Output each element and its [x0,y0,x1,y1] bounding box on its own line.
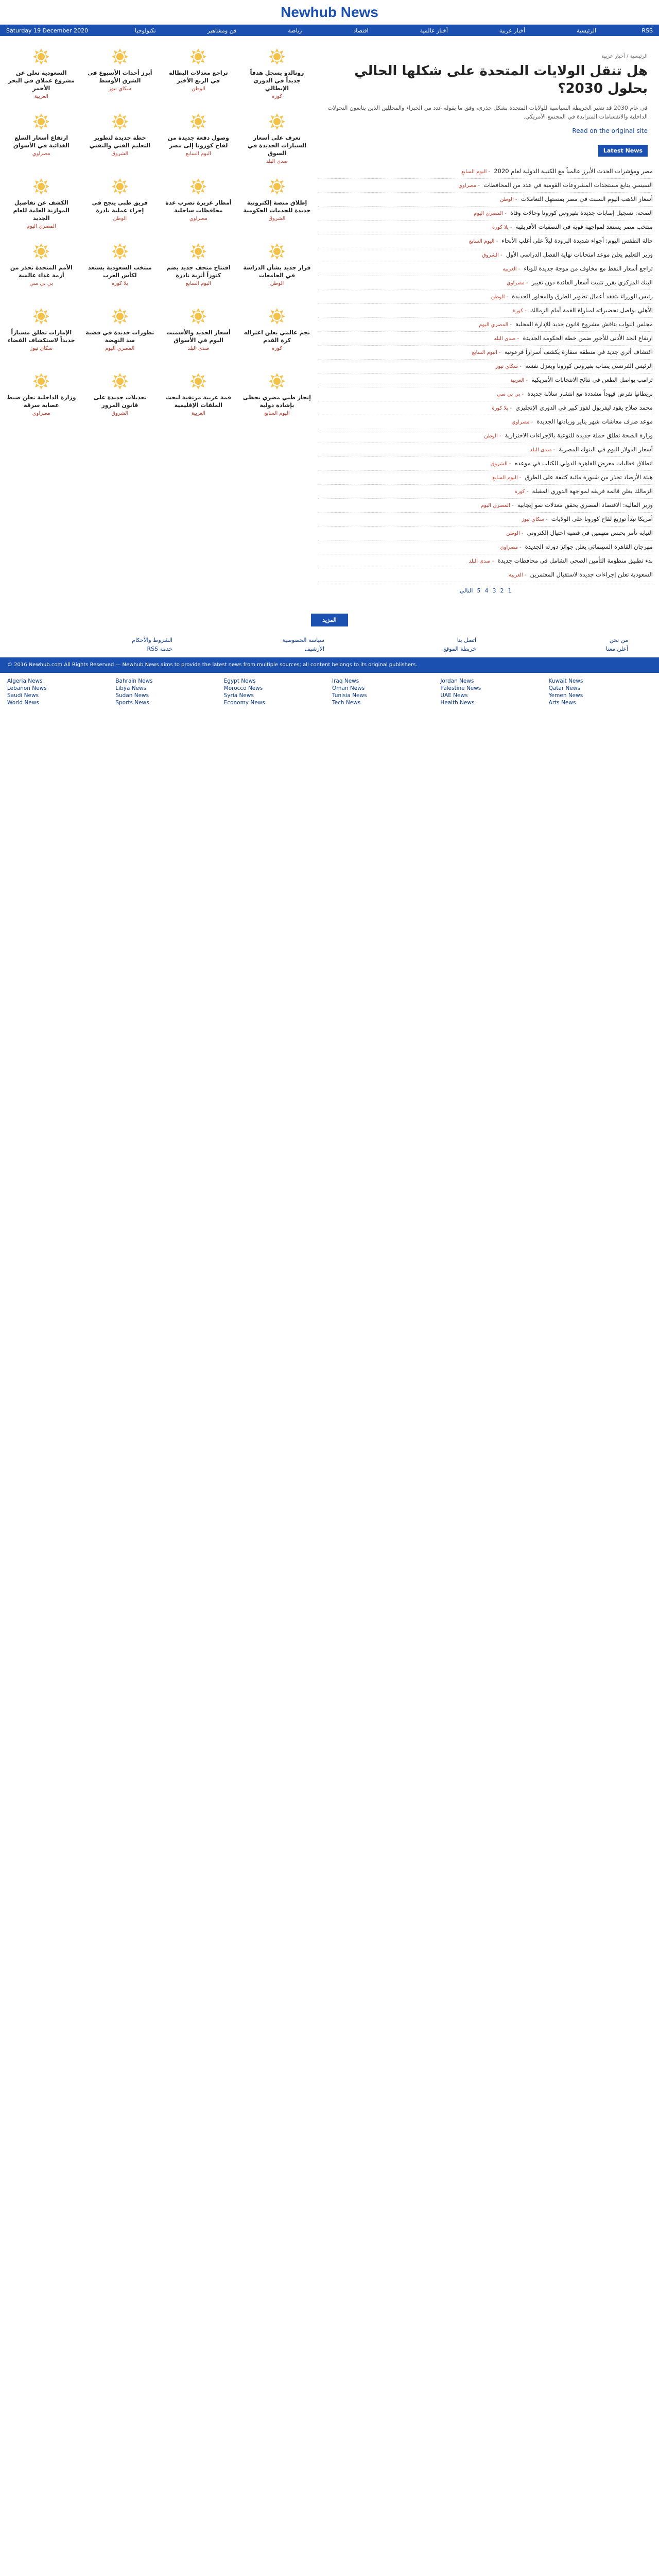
headline-text[interactable]: وزير التعليم يعلن موعد امتحانات نهاية الفصل الدراسي الأول [506,251,653,258]
news-card[interactable] [6,304,77,364]
country-link[interactable]: Lebanon News [7,685,47,691]
news-thumbnail-icon [189,307,207,326]
card-grid [6,41,312,432]
country-link[interactable]: Sports News [115,700,149,706]
news-card-title[interactable]: قرار جديد بشأن الدراسة في الجامعات [243,264,311,279]
country-link[interactable]: Yemen News [548,692,583,699]
headline-item[interactable] [318,485,653,499]
headline-text[interactable]: النيابة تأمر بحبس متهمين في قضية احتيال إلكتروني [527,529,653,536]
country-link[interactable]: Bahrain News [115,678,153,684]
page-link[interactable]: 1 [508,587,512,594]
headline-text[interactable]: اكتشاف أثري جديد في منطقة سقارة يكشف أسراراً فرعونية [504,348,653,355]
headline-text[interactable]: منتخب مصر يستعد لمواجهة قوية في التصفيات الأفريقية [515,223,653,230]
headline-source: - العربية [509,572,528,578]
nav-item[interactable]: أخبار عربية [499,27,526,34]
news-thumbnail-icon [268,242,286,261]
headline-text[interactable]: السعودية تعلن إجراءات جديدة لاستقبال المعتمرين [530,571,653,578]
headline-item[interactable] [318,318,653,332]
news-card-source: الوطن [192,86,205,92]
country-link[interactable]: Tech News [332,700,361,706]
headline-text[interactable]: رئيس الوزراء يتفقد أعمال تطوير الطرق والمحاور الجديدة [512,293,653,300]
news-thumbnail-icon [32,372,50,391]
news-card-source: بي بي سي [29,281,53,286]
page-link[interactable]: 2 [500,587,504,594]
news-thumbnail-icon [189,112,207,131]
news-card-title[interactable]: تعرف على أسعار السيارات الجديدة في السوق [247,134,306,157]
headline-item[interactable] [318,262,653,276]
news-thumbnail-icon [268,177,286,196]
news-thumbnail-icon [32,47,50,66]
headline-source: - صدى البلد [530,447,557,453]
news-card[interactable] [163,44,234,104]
country-link[interactable]: Egypt News [223,678,256,684]
headline-item[interactable] [318,540,653,554]
news-card-title[interactable]: وصول دفعة جديدة من لقاح كورونا إلى مصر [167,134,229,149]
headline-item[interactable] [318,429,653,443]
news-card-source: الوطن [113,216,127,222]
footer-link[interactable]: الشروط والأحكام [132,637,172,643]
headline-item[interactable] [318,554,653,568]
masthead [0,0,659,25]
headline-text[interactable]: أسعار الدولار اليوم في البنوك المصرية [559,446,653,453]
top-navbar [0,25,659,36]
news-card-title[interactable]: تطورات جديدة في قضية سد النهضة [85,329,154,344]
news-card[interactable] [6,44,77,104]
headline-source: - اليوم السابع [461,169,492,175]
news-thumbnail-icon [268,112,286,131]
headline-text[interactable]: تراجع أسعار النفط مع مخاوف من موجة جديدة للوباء [524,265,653,272]
headline-source: - يلا كورة [492,225,514,230]
news-card-source: مصراوي [189,216,207,222]
site-logo[interactable]: Newhub News [281,4,378,20]
featured-summary: في عام 2030 قد تتغير الخريطة السياسية للولايات المتحدة بشكل جذري، وفق ما يقوله عدد من الخبراء والمحللين الذين يتابعون التحولات الداخلية والانقسامات المتزايدة في المجتمع الأمريكي. [327,105,648,120]
news-card-title[interactable]: أسعار الحديد والأسمنت اليوم في الأسواق [166,329,231,344]
headline-item[interactable] [318,290,653,304]
headline-text[interactable]: الرئيس الفرنسي يصاب بفيروس كورونا ويعزل نفسه [525,362,653,369]
headline-source: - كورة [512,308,528,314]
news-card-title[interactable]: الكشف عن تفاصيل الموازنة العامة للعام الجديد [13,199,70,222]
page-link[interactable]: 3 [492,587,496,594]
headline-source: - سكاي نيوز [522,517,549,522]
headline-item[interactable] [318,234,653,248]
news-card[interactable] [242,174,313,234]
news-card[interactable] [163,239,234,299]
country-link[interactable]: Jordan News [440,678,474,684]
nav-item[interactable]: اقتصاد [353,27,369,34]
headline-source: - الوطن [484,433,503,439]
news-card-source: الوطن [270,281,284,286]
right-column [318,41,653,599]
news-thumbnail-icon [32,177,50,196]
nav-item[interactable]: رياضة [288,27,302,34]
headline-item[interactable] [318,193,653,207]
nav-links [109,27,622,34]
country-link[interactable]: Tunisia News [332,692,367,699]
headline-source: - المصري اليوم [480,503,515,509]
headline-item[interactable] [318,527,653,540]
news-card-source: مصراوي [32,151,50,157]
headline-source: - الوطن [506,531,525,536]
news-card-title[interactable]: تراجع معدلات البطالة في الربع الأخير [169,70,228,84]
country-link[interactable]: Arts News [548,700,576,706]
page-link[interactable]: 5 [477,587,481,594]
news-card-source: مصراوي [32,411,50,416]
headline-source: - بي بي سي [497,392,526,397]
headline-item[interactable] [318,346,653,360]
footer-link[interactable]: من نحن [609,637,628,643]
headline-item[interactable] [318,471,653,485]
nav-item[interactable]: الرئيسية [577,27,597,34]
headline-item[interactable] [318,304,653,318]
headline-text[interactable]: مهرجان القاهرة السينمائي يعلن جوائز دورته الجديدة [525,543,653,550]
footer-link[interactable]: اتصل بنا [457,637,476,643]
country-link[interactable]: Qatar News [548,685,580,691]
footer-link[interactable]: سياسة الخصوصية [282,637,324,643]
news-card-source: اليوم السابع [264,411,290,416]
headline-item[interactable] [318,374,653,387]
headline-text[interactable]: انطلاق فعاليات معرض القاهرة الدولي للكتاب في موعده [514,460,653,467]
news-card[interactable] [85,369,155,429]
news-card-title[interactable]: أمطار غزيرة تضرب عدة محافظات ساحلية [165,199,232,214]
news-card[interactable] [242,239,313,299]
news-thumbnail-icon [111,307,129,326]
featured-article [318,41,653,165]
news-card-title[interactable]: إنجاز طبي مصري يحظى بإشادة دولية [242,394,311,409]
news-thumbnail-icon [111,112,129,131]
news-card-source: المصري اليوم [105,346,135,351]
news-thumbnail-icon [111,177,129,196]
country-link[interactable]: Syria News [223,692,254,699]
headline-list [318,165,653,582]
news-card-source: سكاي نيوز [30,346,53,351]
headline-source: - يلا كورة [492,405,514,411]
country-link[interactable]: Morocco News [223,685,263,691]
headline-source: - الشروق [490,461,513,467]
news-card-source: كورة [271,346,282,351]
headline-text[interactable]: أسعار الذهب اليوم السبت في مصر بمستهل التعاملات [521,195,653,202]
country-link[interactable]: Sudan News [115,692,149,699]
headline-text[interactable]: محمد صلاح يقود ليفربول لفوز كبير في الدوري الإنجليزي [515,404,653,411]
headline-source: - الوطن [491,294,510,300]
news-card-title[interactable]: افتتاح متحف جديد يضم كنوزاً أثرية نادرة [166,264,231,279]
country-link[interactable]: Iraq News [332,678,359,684]
headline-item[interactable] [318,248,653,262]
news-card-title[interactable]: الإمارات تطلق مسباراً جديداً لاستكشاف الفضاء [7,329,75,344]
country-link[interactable]: Oman News [332,685,365,691]
country-link[interactable]: Libya News [115,685,147,691]
headline-text[interactable]: بريطانيا تفرض قيوداً مشددة مع انتشار سلالة جديدة [527,390,653,397]
headline-text[interactable]: أمريكا تبدأ توزيع لقاح كورونا على الولايات [551,515,653,522]
news-thumbnail-icon [268,307,286,326]
news-card[interactable] [85,109,155,169]
country-link[interactable]: Algeria News [7,678,43,684]
news-card[interactable] [242,44,313,104]
headline-text[interactable]: موعد صرف معاشات شهر يناير وزيادتها الجديدة [536,418,653,425]
nav-item[interactable]: فن ومشاهير [207,27,237,34]
news-card[interactable] [163,369,234,429]
headline-source: - المصري اليوم [474,211,509,216]
news-card-source: اليوم السابع [185,281,212,286]
news-card[interactable] [163,174,234,234]
news-card-title[interactable]: نجم عالمي يعلن اعتزاله كرة القدم [244,329,310,344]
country-link[interactable]: Palestine News [440,685,481,691]
news-card[interactable] [85,44,155,104]
news-thumbnail-icon [189,177,207,196]
news-card[interactable] [242,304,313,364]
page-link[interactable]: 4 [484,587,489,594]
page-link[interactable]: التالي [459,587,473,594]
news-card-source: سكاي نيوز [108,86,131,92]
headline-item[interactable] [318,360,653,374]
news-card-title[interactable]: الأمم المتحدة تحذر من أزمة غذاء عالمية [10,264,73,279]
rss-link[interactable]: RSS [641,27,653,34]
news-thumbnail-icon [268,372,286,391]
headline-text[interactable]: السيسي يتابع مستجدات المشروعات القومية في عدد من المحافظات [483,181,653,189]
footer-link[interactable]: خدمة RSS [147,646,172,652]
news-card-title[interactable]: ارتفاع أسعار السلع الغذائية في الأسواق [13,134,70,149]
news-card-source: كورة [271,94,282,99]
news-card-title[interactable]: تعديلات جديدة على قانون المرور [93,394,146,409]
news-thumbnail-icon [268,47,286,66]
news-card[interactable] [6,369,77,429]
headline-text[interactable]: مصر ومؤشرات الحدث الأبرز عالمياً مع الكتيبة الدولية لعام 2020 [494,167,653,175]
footer-links [0,632,659,657]
headline-item[interactable] [318,499,653,513]
news-card-source: الشروق [268,216,286,222]
headline-source: - اليوم السابع [469,239,500,244]
country-link[interactable]: Saudi News [7,692,39,699]
headline-source: - مصراوي [458,183,482,189]
news-card-title[interactable]: خطة جديدة لتطوير التعليم الفني والتقني [89,134,150,149]
headline-item[interactable] [318,387,653,401]
headline-text[interactable]: مجلس النواب يناقش مشروع قانون جديد للإدارة المحلية [515,320,653,328]
news-card-title[interactable]: فريق طبي ينجح في إجراء عملية نادرة [92,199,148,214]
country-grid [0,673,659,716]
pagination [318,582,653,599]
headline-text[interactable]: وزير المالية: الاقتصاد المصري يحقق معدلات نمو إيجابية [517,501,653,509]
news-card-title[interactable]: إطلاق منصة إلكترونية جديدة للخدمات الحكومية [243,199,311,214]
news-thumbnail-icon [111,242,129,261]
headline-item[interactable] [318,165,653,179]
headline-text[interactable]: البنك المركزي يقرر تثبيت أسعار الفائدة دون تغيير [531,279,653,286]
news-card-source: المصري اليوم [26,224,56,229]
latest-news-header: Latest News [598,145,648,157]
country-link[interactable]: World News [7,700,39,706]
left-column [6,41,312,599]
news-thumbnail-icon [189,242,207,261]
news-card-source: الشروق [111,411,129,416]
headline-text[interactable]: ترامب يواصل الطعن في نتائج الانتخابات الأمريكية [531,376,653,383]
headline-source: - مصراوي [506,280,530,286]
headline-text[interactable]: حالة الطقس اليوم: أجواء شديدة البرودة ليلاً على أغلب الأنحاء [501,237,653,244]
headline-item[interactable] [318,401,653,415]
headline-source: - مصراوي [499,545,523,550]
headline-item[interactable] [318,332,653,346]
breadcrumb[interactable]: الرئيسية / أخبار عربية [601,54,648,59]
footer-link[interactable]: أعلن معنا [605,646,628,652]
news-card-source: صدى البلد [266,159,288,164]
headline-text[interactable]: الأهلي يواصل تحضيراته لمباراة القمة أمام الزمالك [530,307,653,314]
page [0,36,659,604]
headline-item[interactable] [318,415,653,429]
news-card-source: الشروق [111,151,129,157]
news-card-source: العربية [191,411,206,416]
headline-source: - كورة [514,489,530,495]
nav-item[interactable]: تكنولوجيا [135,27,156,34]
headline-source: - مصراوي [511,419,535,425]
headline-source: - اليوم السابع [492,475,523,481]
headline-item[interactable] [318,443,653,457]
news-card[interactable] [163,304,234,364]
headline-item[interactable] [318,207,653,221]
news-card[interactable] [85,174,155,234]
headline-item[interactable] [318,513,653,527]
featured-title[interactable]: هل تنقل الولايات المتحدة على شكلها الحالي بحلول 2030؟ [354,63,648,96]
headline-text[interactable]: هيئة الأرصاد تحذر من شبورة مائية كثيفة على الطرق [525,473,653,481]
nav-item[interactable]: أخبار عالمية [420,27,448,34]
headline-item[interactable] [318,179,653,193]
headline-text[interactable]: ارتفاع الحد الأدنى للأجور ضمن خطة الحكومة الجديدة [523,334,653,342]
news-thumbnail-icon [111,47,129,66]
news-thumbnail-icon [111,372,129,391]
news-card-source: اليوم السابع [185,151,212,157]
news-card-source: يلا كورة [111,281,128,286]
headline-source: - الوطن [500,197,519,202]
current-date: Saturday 19 December 2020 [6,27,89,34]
news-card[interactable] [6,239,77,299]
news-card[interactable] [85,239,155,299]
headline-source: - العربية [502,266,522,272]
headline-text[interactable]: وزارة الصحة تطلق حملة جديدة للتوعية بالإجراءات الاحترازية [505,432,653,439]
headline-text[interactable]: بدء تطبيق منظومة التأمين الصحي الشامل في محافظات جديدة [497,557,653,564]
headline-item[interactable] [318,221,653,234]
news-thumbnail-icon [189,47,207,66]
news-card-title[interactable]: السعودية تعلن عن مشروع عملاق في البحر الأحمر [8,70,75,92]
news-card[interactable] [242,369,313,429]
news-thumbnail-icon [32,307,50,326]
news-card[interactable] [242,109,313,169]
news-card-title[interactable]: رونالدو يسجل هدفاً جديداً في الدوري الإيطالي [250,70,304,92]
footer-link[interactable]: خريطة الموقع [443,646,476,652]
copyright-bar: © 2016 Newhub.com All Rights Reserved — Newhub News aims to provide the latest news from multiple sources; all content belongs to its original publishers. [0,657,659,673]
headline-source: - المصري اليوم [479,322,514,328]
news-thumbnail-icon [32,112,50,131]
headline-item[interactable] [318,568,653,582]
news-card-source: صدى البلد [187,346,210,351]
headline-item[interactable] [318,276,653,290]
headline-source: - اليوم السابع [472,350,502,355]
news-card-title[interactable]: قمة عربية مرتقبة لبحث الملفات الإقليمية [165,394,232,409]
headline-text[interactable]: الزمالك يعلن قائمة فريقه لمواجهة الدوري المقبلة [532,487,653,495]
more-button[interactable]: المزيد [311,614,348,626]
news-card-title[interactable]: منتخب السعودية يستعد لكأس العرب [88,264,152,279]
headline-item[interactable] [318,457,653,471]
news-card[interactable] [6,109,77,169]
news-card-source: العربية [34,94,48,99]
footer-link[interactable]: الأرشيف [304,646,324,652]
news-card-title[interactable]: وزارة الداخلية تعلن ضبط عصابة سرقة [7,394,76,409]
headline-source: - صدى البلد [469,558,496,564]
country-link[interactable]: Health News [440,700,475,706]
read-original-link[interactable]: Read on the original site [572,127,648,134]
news-card-title[interactable]: أبرز أحداث الأسبوع في الشرق الأوسط [88,70,152,84]
country-link[interactable]: Kuwait News [548,678,583,684]
news-thumbnail-icon [32,242,50,261]
news-card[interactable] [85,304,155,364]
country-link[interactable]: Economy News [223,700,265,706]
headline-text[interactable]: الصحة: تسجيل إصابات جديدة بفيروس كورونا وحالات وفاة [510,209,653,216]
headline-source: - سكاي نيوز [495,364,524,369]
headline-source: - العربية [510,378,530,383]
headline-source: - صدى البلد [494,336,521,342]
news-thumbnail-icon [189,372,207,391]
news-card[interactable] [6,174,77,234]
news-card[interactable] [163,109,234,169]
country-link[interactable]: UAE News [440,692,468,699]
headline-source: - الشروق [482,252,504,258]
